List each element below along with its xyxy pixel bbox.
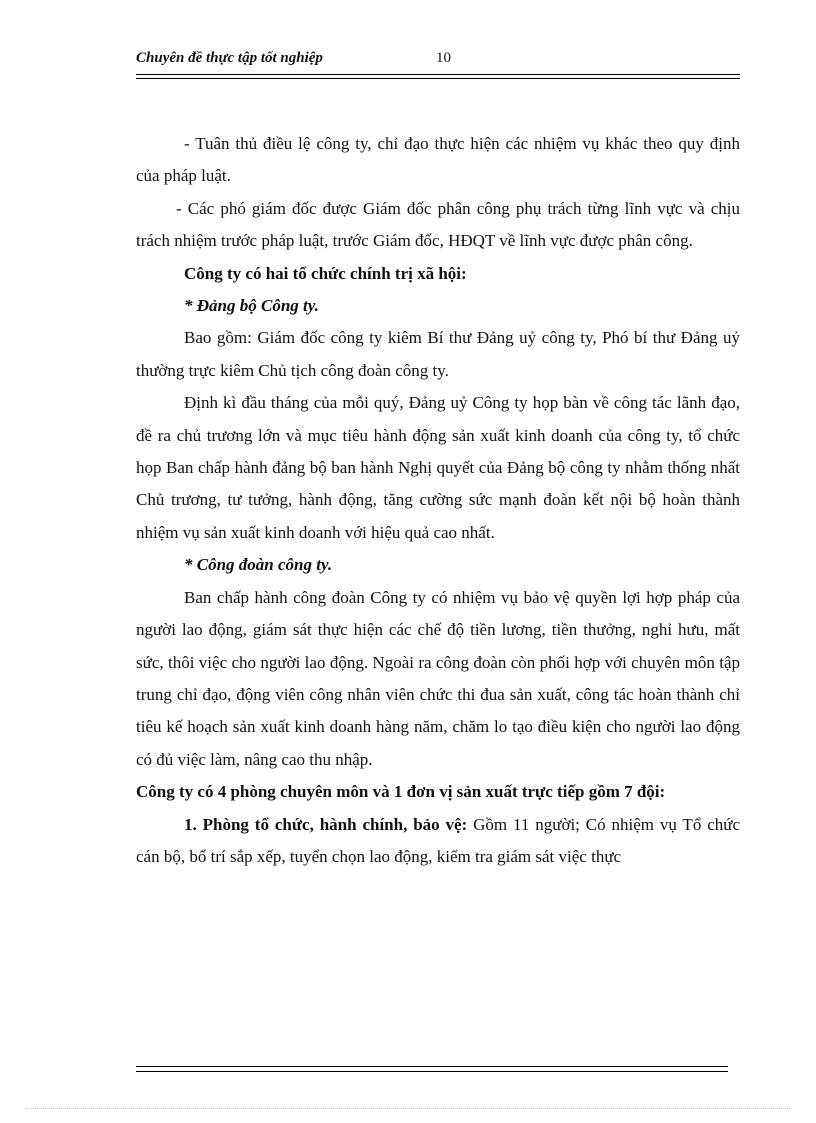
footer-rule-top [136, 1066, 728, 1067]
paragraph-party-members: Bao gồm: Giám đốc công ty kiêm Bí thư Đảng uỷ công ty, Phó bí thư Đảng uỷ thường trực kiêm Chủ tịch công đoàn công ty. [136, 328, 740, 380]
heading-departments: Công ty có 4 phòng chuyên môn và 1 đơn vị sản xuất trực tiếp gồm 7 đội: [136, 782, 666, 802]
paragraph-department-1 [136, 809, 740, 874]
paragraph-vice-directors: - Các phó giám đốc được Giám đốc phân công phụ trách từng lĩnh vực và chịu trách nhiệm trước pháp luật, trước Giám đốc, HĐQT về lĩnh vực được phân công. [136, 198, 740, 251]
department-1-text: Gồm 11 người; Có nhiệm vụ Tổ chức cán bộ, bố trí sắp xếp, tuyển chọn lao động, kiểm tra giám sát việc thực [136, 814, 740, 866]
heading-party-committee: * Đảng bộ Công ty. [184, 296, 319, 316]
header-rule-top [136, 74, 740, 75]
paragraph-duties: - Tuân thủ điều lệ công ty, chỉ đạo thực hiện các nhiệm vụ khác theo quy định của pháp luật. [136, 134, 740, 186]
page-header [136, 48, 740, 70]
document-body [136, 128, 740, 873]
footer-rule-bottom [136, 1071, 728, 1072]
heading-political-orgs: Công ty có hai tổ chức chính trị xã hội: [184, 263, 467, 283]
page-number: 10 [436, 50, 451, 66]
department-1-title: 1. Phòng tổ chức, hành chính, bảo vệ: [184, 814, 468, 834]
paragraph-party-meetings: Định kì đầu tháng của mỗi quý, Đảng uỷ Công ty họp bàn về công tác lãnh đạo, đề ra chủ trương lớn và mục tiêu hành động sản xuất kinh doanh của công ty, tổ chức họp Ban chấp hành đảng bộ ban hành Nghị quyết của Đảng bộ công ty nhằm thống nhất Chủ trương, tư tưởng, hành động, tăng cường sức mạnh đoàn kết nội bộ hoàn thành nhiệm vụ sản xuất kinh doanh với hiệu quả cao nhất. [136, 393, 740, 542]
header-rule-bottom [136, 78, 740, 79]
header-title: Chuyên đề thực tập tốt nghiệp [136, 50, 323, 66]
page-bottom-dotted-line [26, 1108, 790, 1109]
heading-trade-union: * Công đoàn công ty. [184, 555, 333, 575]
paragraph-trade-union: Ban chấp hành công đoàn Công ty có nhiệm vụ bảo vệ quyền lợi hợp pháp của người lao động, giám sát thực hiện các chế độ tiền lương, tiền thưởng, nghỉ hưu, mất sức, thôi việc cho người lao động. Ngoài ra công đoàn còn phối hợp với chuyên môn tập trung chỉ đạo, động viên công nhân viên chức thi đua sản xuất, công tác hoàn thành chỉ tiêu kế hoạch sản xuất kinh doanh hàng năm, chăm lo tạo điều kiện cho người lao động có đủ việc làm, nâng cao thu nhập. [136, 587, 740, 769]
